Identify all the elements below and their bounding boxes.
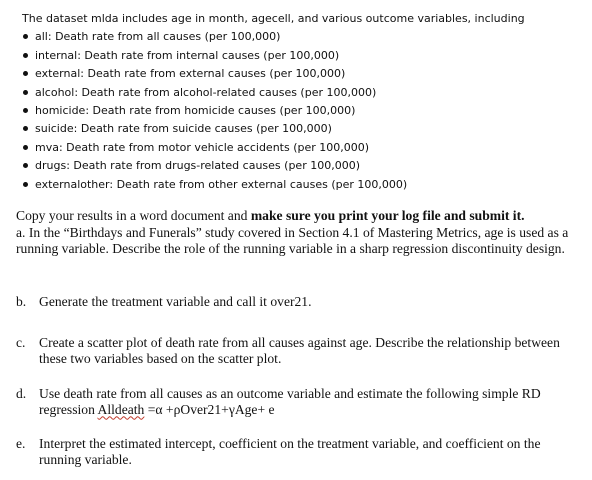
list-item: drugs: Death rate from drugs-related causes (per 100,000) [22,157,582,175]
variable-name: drugs [35,159,67,173]
list-item: mva: Death rate from motor vehicle accidents (per 100,000) [22,139,582,157]
instructions [16,208,582,224]
list-item: homicide: Death rate from homicide causes (per 100,000) [22,102,582,120]
question-d [16,386,582,417]
variable-name: external [35,67,81,81]
variable-name: externalother [35,177,110,191]
question-text-prefix: Use death rate from all causes as an outcome variable and estimate the following simple RD regression [39,386,541,417]
list-item: all: Death rate from all causes (per 100,000) [22,28,582,46]
bullet-icon [23,108,28,113]
list-item: external: Death rate from external causes (per 100,000) [22,65,582,83]
variable-name: all [35,30,48,44]
regression-equation: =α +ρOver21+γAge+ e [144,401,275,417]
variable-name: alcohol [35,85,75,99]
variable-list [22,28,582,194]
bullet-icon [23,71,28,76]
list-item: internal: Death rate from internal causes (per 100,000) [22,47,582,65]
question-c [16,335,582,366]
variable-desc: Death rate from homicide causes (per 100,000) [92,104,356,118]
variable-desc: Death rate from motor vehicle accidents (per 100,000) [66,140,370,154]
variable-desc: Death rate from other external causes (per 100,000) [116,177,408,191]
bullet-icon [23,145,28,150]
regression-outcome-var: Alldeath [97,401,145,417]
question-e [16,436,582,467]
question-text: Interpret the estimated intercept, coefficient on the treatment variable, and coefficient on the running variable. [39,436,541,467]
question-text: In the “Birthdays and Funerals” study covered in Section 4.1 of Mastering Metrics, age is used as a running variable. Describe the role of the running variable in a sharp regression discontinuity design. [16,225,569,256]
variable-name: suicide [35,122,74,136]
bullet-icon [23,90,28,95]
variable-name: internal [35,48,78,62]
question-a [16,225,582,256]
list-item: alcohol: Death rate from alcohol-related causes (per 100,000) [22,84,582,102]
variable-name: mva [35,140,59,154]
question-b [16,294,582,310]
variable-desc: Death rate from drugs-related causes (per 100,000) [73,159,360,173]
question-text: Create a scatter plot of death rate from all causes against age. Describe the relationship between these two variables based on the scatter plot. [39,335,560,366]
list-item: suicide: Death rate from suicide causes (per 100,000) [22,120,582,138]
question-letter: e. [16,436,26,451]
question-letter: d. [16,386,27,401]
bullet-icon [23,53,28,58]
list-item: externalother: Death rate from other external causes (per 100,000) [22,176,582,194]
bullet-icon [23,182,28,187]
dataset-intro: The dataset mlda includes age in month, agecell, and various outcome variables, including [22,12,525,25]
dataset-description [22,10,582,194]
variable-desc: Death rate from alcohol-related causes (per 100,000) [81,85,377,99]
bullet-icon [23,34,28,39]
variable-desc: Death rate from external causes (per 100,000) [87,67,346,81]
bullet-icon [23,126,28,131]
variable-desc: Death rate from suicide causes (per 100,000) [80,122,332,136]
question-letter: b. [16,294,27,309]
variable-desc: Death rate from all causes (per 100,000) [55,30,281,44]
variable-desc: Death rate from internal causes (per 100,000) [84,48,340,62]
question-text: Generate the treatment variable and call it over21. [39,294,312,309]
bullet-icon [23,163,28,168]
instructions-lead-bold: make sure you print your log file and submit it. [250,208,525,223]
question-letter: a. [16,225,26,240]
question-letter: c. [16,335,26,350]
variable-name: homicide [35,104,86,118]
instructions-lead [16,208,582,224]
question-text [39,386,582,417]
instructions-lead-plain: Copy your results in a word document and [16,208,251,223]
